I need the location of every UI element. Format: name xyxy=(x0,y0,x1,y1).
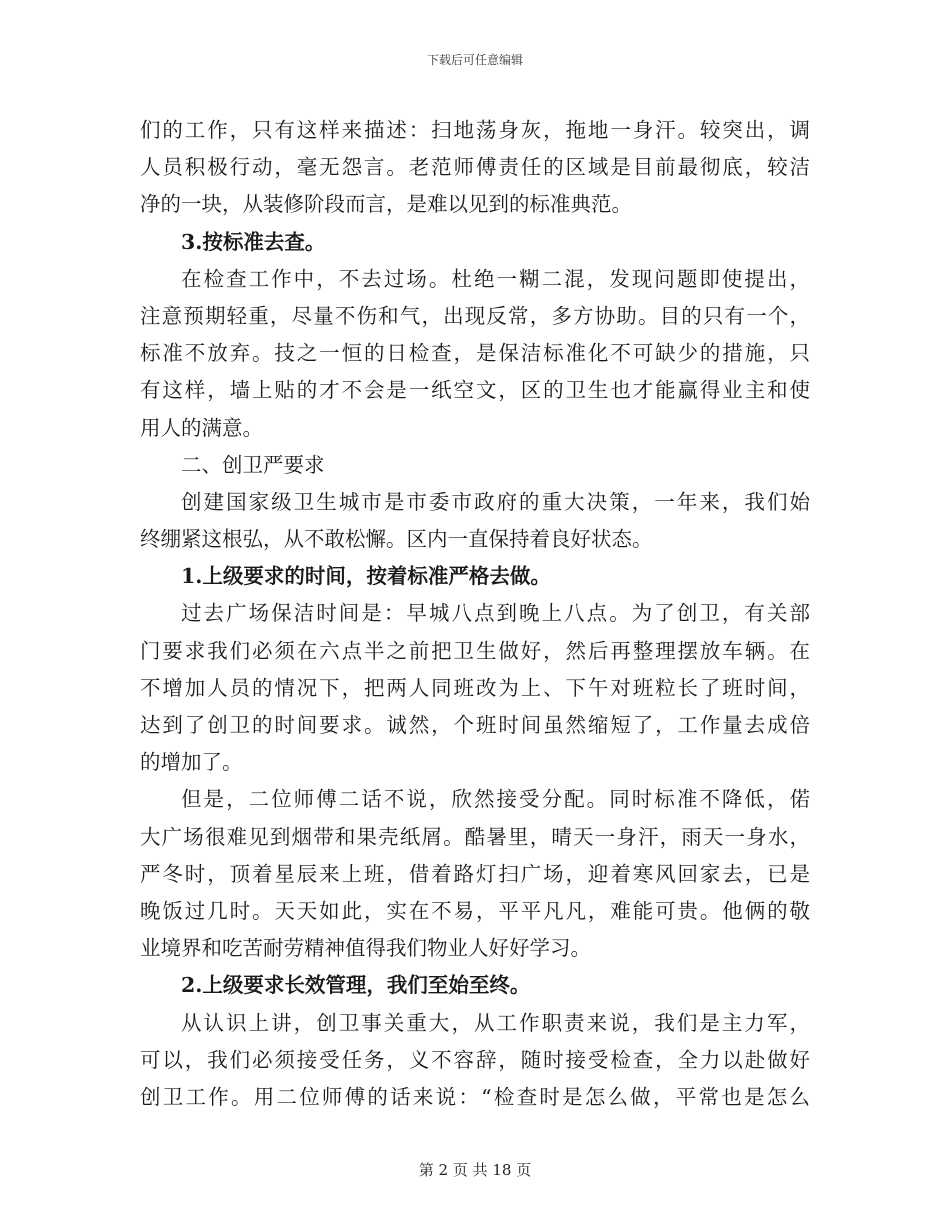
body-line: 严冬时，顶着星辰来上班，借着路灯扫广场，迎着寒风回家去，已是 xyxy=(140,861,810,886)
body-line: 注意预期轻重，尽量不伤和气，出现反常，多方协助。目的只有一个， xyxy=(140,303,810,328)
body-line: 晚饭过几时。天天如此，实在不易，平平凡凡，难能可贵。他俩的敬 xyxy=(140,898,810,923)
body-line: 创卫工作。用二位师傅的话来说：“检查时是怎么做，平常也是怎么 xyxy=(140,1084,810,1109)
page-header: 下载后可任意编辑 xyxy=(426,53,523,67)
body-line: 门要求我们必须在六点半之前把卫生做好，然后再整理摆放车辆。在 xyxy=(140,638,810,663)
page-number: 第 2 页 共 18 页 xyxy=(418,1161,532,1179)
body-line: 人员积极行动，毫无怨言。老范师傅责任的区域是目前最彻底，较洁 xyxy=(140,155,810,180)
section-heading-2: 2.上级要求长效管理，我们至始至终。 xyxy=(181,973,531,998)
body-line: 过去广场保洁时间是：早城八点到晚上八点。为了创卫，有关部 xyxy=(181,601,810,626)
body-line: 不增加人员的情况下，把两人同班改为上、下午对班粒长了班时间， xyxy=(140,675,810,700)
body-line: 创建国家级卫生城市是市委市政府的重大决策，一年来，我们始 xyxy=(181,489,810,514)
body-line: 可以，我们必须接受任务，义不容辞，随时接受检查，全力以赴做好 xyxy=(140,1047,810,1072)
body-line: 标准不放弃。技之一恒的日检查，是保洁标准化不可缺少的措施，只 xyxy=(140,341,810,366)
body-line: 达到了创卫的时间要求。诚然，个班时间虽然缩短了，工作量去成倍 xyxy=(140,713,810,737)
body-line: 大广场很难见到烟带和果壳纸屑。酷暑里，晴天一身汗，雨天一身水， xyxy=(140,824,810,849)
body-line: 但是，二位师傅二话不说，欣然接受分配。同时标准不降低，偌 xyxy=(181,787,810,812)
section-heading-1: 1.上级要求的时间，按着标准严格去做。 xyxy=(181,564,551,589)
section-heading-3: 3.按标准去查。 xyxy=(181,229,326,254)
body-line: 有这样，墙上贴的才不会是一纸空文，区的卫生也才能赢得业主和使 xyxy=(140,378,810,403)
body-line: 净的一块，从装修阶段而言，是难以见到的标准典范。 xyxy=(140,192,632,217)
body-line: 们的工作，只有这样来描述：扫地荡身灰，拖地一身汗。较突出，调 xyxy=(140,118,810,142)
section-heading-chuangwei: 二、创卫严要求 xyxy=(181,452,325,477)
body-line: 业境界和吃苦耐劳精神值得我们物业人好好学习。 xyxy=(140,936,591,961)
document-body xyxy=(140,112,810,1116)
body-line: 用人的满意。 xyxy=(140,415,263,440)
body-line: 终绷紧这根弘，从不敢松懈。区内一直保持着良好状态。 xyxy=(140,527,653,552)
body-line: 在检查工作中，不去过场。杜绝一糊二混，发现问题即使提出， xyxy=(181,266,810,291)
body-line: 的增加了。 xyxy=(140,750,243,775)
body-line: 从认识上讲，创卫事关重大，从工作职责来说，我们是主力军， xyxy=(181,1010,810,1035)
